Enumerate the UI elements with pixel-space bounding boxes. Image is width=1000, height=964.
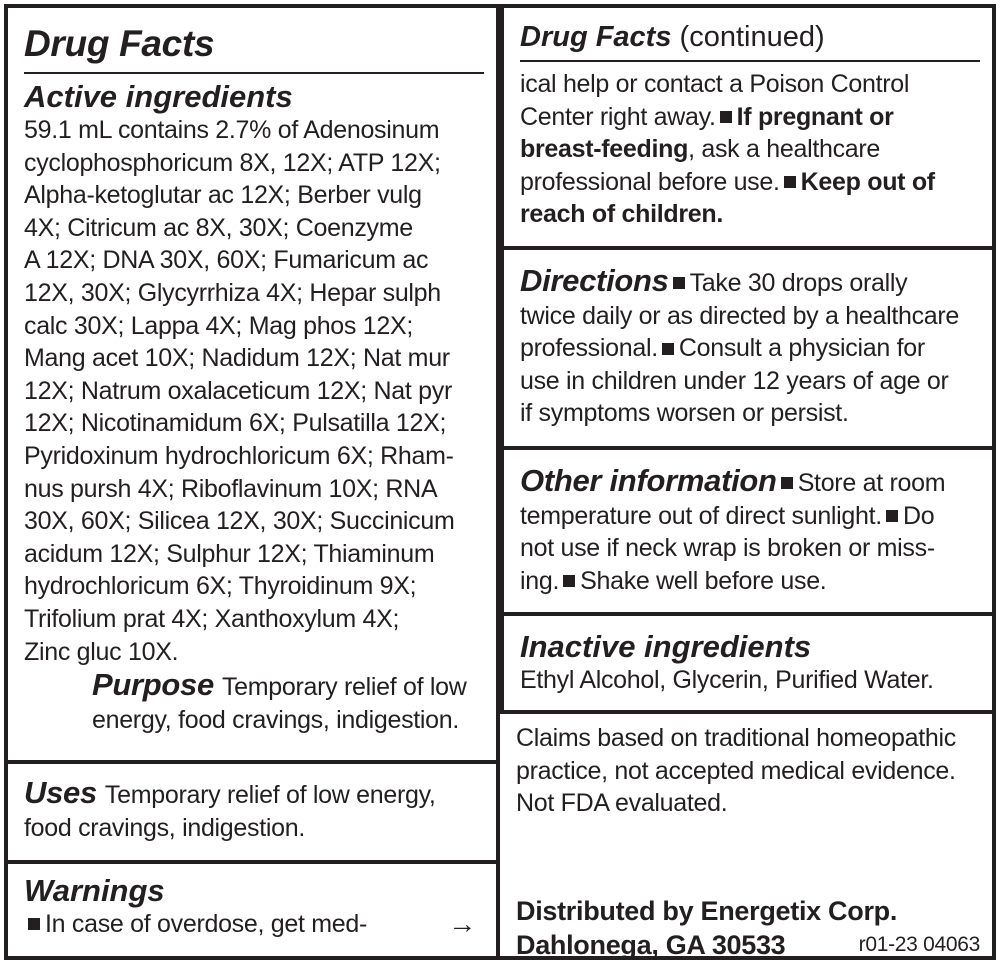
warnings-heading: Warnings <box>24 873 165 908</box>
warnings-text: In case of overdose, get med- <box>45 910 368 938</box>
directions-line-5: if symptoms worsen or persist. <box>520 399 849 428</box>
bullet-square-icon <box>662 343 674 355</box>
active-ingredient-line: 12X, 30X; Glycyrrhiza 4X; Hepar sulph <box>24 278 441 307</box>
continue-arrow-icon: → <box>448 908 476 939</box>
warnings-panel <box>4 860 500 960</box>
active-ingredient-line: 12X; Natrum oxalaceticum 12X; Nat pyr <box>24 376 452 405</box>
active-ingredient-line: Trifolium prat 4X; Xanthoxylum 4X; <box>24 604 400 633</box>
continued-line-2a: Center right away. <box>520 102 716 131</box>
inactive-ingredients-heading: Inactive ingredients <box>520 629 812 664</box>
directions-line-3a: professional. <box>520 334 658 363</box>
directions-line-1: Take 30 drops orally <box>689 269 908 297</box>
directions-line-2: twice daily or as directed by a healthcare <box>520 301 960 330</box>
directions-line-4: use in children under 12 years of age or <box>520 366 949 395</box>
continued-title-suffix: (continued) <box>679 21 825 53</box>
distributor-address: Dahlonega, GA 30533 <box>516 930 786 960</box>
other-line-4a: ing. <box>520 566 560 595</box>
other-line-2b: Do <box>902 501 935 530</box>
active-ingredient-line: Alpha-ketoglutar ac 12X; Berber vulg <box>24 181 422 210</box>
active-ingredient-line: 4X; Citricum ac 8X, 30X; Coenzyme <box>24 213 413 242</box>
active-ingredient-line: cyclophosphoricum 8X, 12X; ATP 12X; <box>24 148 441 177</box>
active-ingredient-line: 30X, 60X; Silicea 12X, 30X; Succinicum <box>24 507 455 536</box>
purpose-section <box>24 668 484 736</box>
label-code: r01-23 04063 <box>858 933 980 956</box>
purpose-text-line2: energy, food cravings, indigestion. <box>92 705 460 734</box>
continued-line-5: reach of children. <box>520 200 723 229</box>
active-ingredient-line: acidum 12X; Sulphur 12X; Thiaminum <box>24 539 435 568</box>
active-ingredient-line: Zinc gluc 10X. <box>24 637 179 666</box>
purpose-heading: Purpose <box>92 667 214 703</box>
active-ingredient-line: nus pursh 4X; Riboflavinum 10X; RNA <box>24 474 438 503</box>
bullet-square-icon <box>673 277 685 289</box>
claims-line-2: practice, not accepted medical evidence. <box>516 756 956 785</box>
bullet-square-icon <box>28 918 40 930</box>
directions-line-3b: Consult a physician for <box>678 334 925 363</box>
bullet-square-icon <box>720 111 732 123</box>
drug-facts-main-panel <box>4 4 500 764</box>
active-ingredients-heading: Active ingredients <box>24 79 293 114</box>
active-ingredient-line: Pyridoxinum hydrochloricum 6X; Rham- <box>24 441 454 470</box>
continued-title-main: Drug Facts <box>520 21 672 53</box>
claims-line-1: Claims based on traditional homeopathic <box>516 724 956 752</box>
active-ingredient-line: calc 30X; Lappa 4X; Mag phos 12X; <box>24 311 413 340</box>
active-ingredients-list <box>24 114 484 668</box>
active-ingredient-line: Mang acet 10X; Nadidum 12X; Nat mur <box>24 344 450 373</box>
pregnant-warning: If pregnant or <box>736 102 894 131</box>
active-ingredient-line: hydrochloricum 6X; Thyroidinum 9X; <box>24 572 417 601</box>
title-rule <box>24 72 484 74</box>
active-ingredient-line: 12X; Nicotinamidum 6X; Pulsatilla 12X; <box>24 409 447 438</box>
claims-line-3: Not FDA evaluated. <box>516 789 728 818</box>
keep-out-warning: Keep out of <box>800 167 935 196</box>
active-ingredient-line: A 12X; DNA 30X, 60X; Fumaricum ac <box>24 246 429 275</box>
continued-line-1: ical help or contact a Poison Control <box>520 70 910 98</box>
inactive-ingredients-panel <box>500 612 996 714</box>
other-line-1: Store at room <box>797 469 946 497</box>
bullet-square-icon <box>784 176 796 188</box>
other-line-4b: Shake well before use. <box>580 566 827 595</box>
distributor-line-1: Distributed by Energetix Corp. <box>516 896 898 926</box>
directions-heading: Directions <box>520 263 669 298</box>
other-information-heading: Other information <box>520 463 777 498</box>
distributor-line-2 <box>516 928 984 962</box>
directions-panel <box>500 246 996 450</box>
drug-facts-title: Drug Facts <box>24 23 215 64</box>
continued-rule <box>520 60 980 62</box>
bullet-square-icon <box>886 510 898 522</box>
other-line-2a: temperature out of direct sunlight. <box>520 501 882 530</box>
other-line-3: not use if neck wrap is broken or miss- <box>520 534 935 563</box>
active-ingredient-line: 59.1 mL contains 2.7% of Adenosinum <box>24 116 440 144</box>
bullet-square-icon <box>563 575 575 587</box>
continued-title <box>520 16 980 58</box>
other-information-panel <box>500 446 996 616</box>
uses-panel <box>4 760 500 864</box>
inactive-ingredients-text: Ethyl Alcohol, Glycerin, Purified Water. <box>520 666 934 694</box>
continued-line-3b: , ask a healthcare <box>688 135 881 164</box>
uses-heading: Uses <box>24 775 97 810</box>
uses-text-line2: food cravings, indigestion. <box>24 813 305 842</box>
breast-feeding-text: breast-feeding <box>520 135 689 164</box>
purpose-text: Temporary relief of low <box>221 673 467 702</box>
uses-text: Temporary relief of low energy, <box>104 781 436 809</box>
continued-line-4a: professional before use. <box>520 167 780 196</box>
bullet-square-icon <box>781 477 793 489</box>
claims-and-distributor-area <box>500 710 996 960</box>
continued-panel <box>500 4 996 250</box>
